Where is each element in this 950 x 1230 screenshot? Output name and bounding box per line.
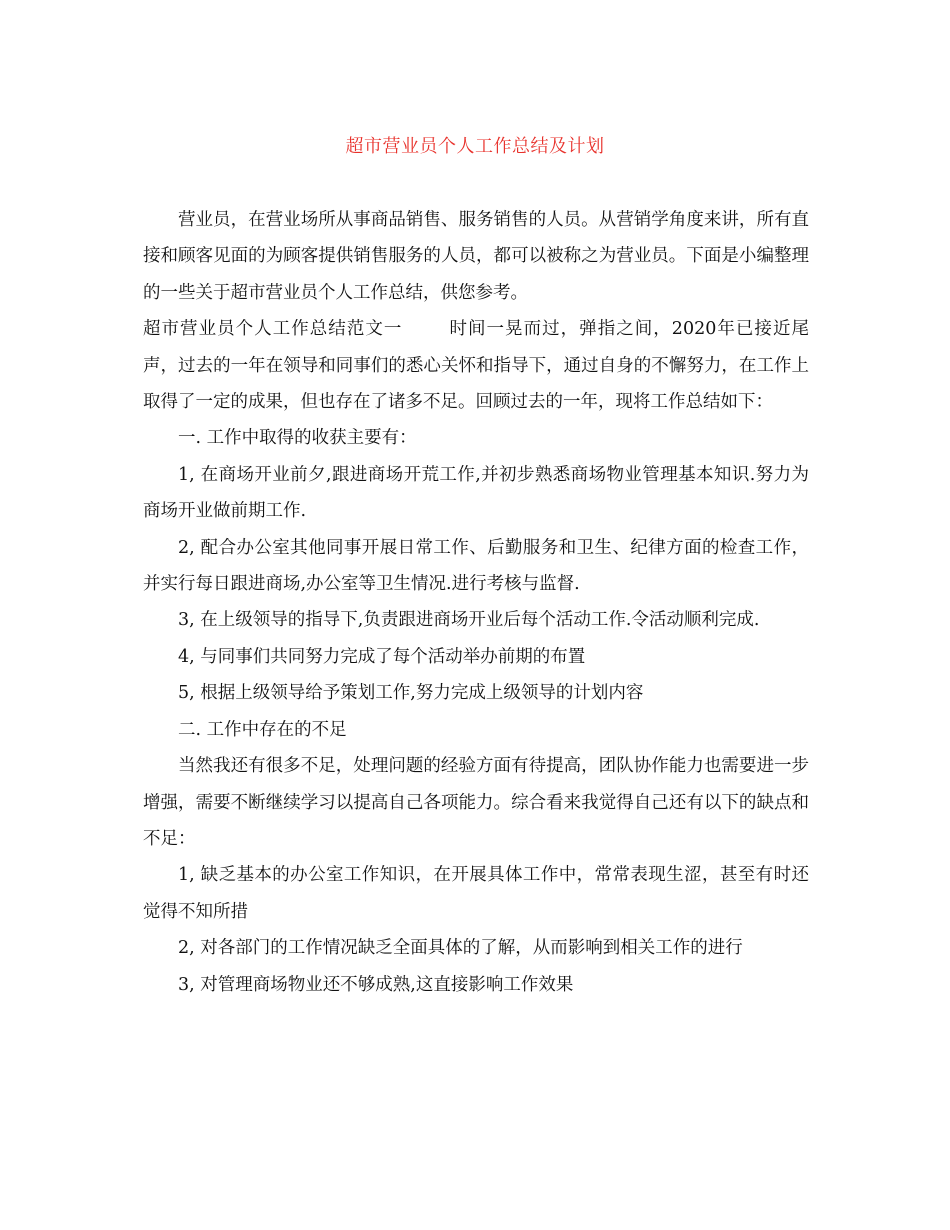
section2-item-1: 1, 缺乏基本的办公室工作知识，在开展具体工作中，常常表现生涩，甚至有时还觉得不知所措 [143, 865, 809, 922]
section2-item-3: 3, 对管理商场物业还不够成熟,这直接影响工作效果 [178, 974, 574, 995]
section1-item-5: 5, 根据上级领导给予策划工作,努力完成上级领导的计划内容 [178, 683, 644, 704]
document-title: 超市营业员个人工作总结及计划 [345, 136, 605, 157]
section1-item-1: 1, 在商场开业前夕,跟进商场开荒工作,并初步熟悉商场物业管理基本知识.努力为商场开业做前期工作. [143, 464, 809, 522]
sample-paragraph [143, 311, 809, 420]
section1-item-2: 2, 配合办公室其他同事开展日常工作、后勤服务和卫生、纪律方面的检查工作，并实行每日跟进商场,办公室等卫生情况.进行考核与监督. [143, 537, 809, 595]
section1-item-3: 3, 在上级领导的指导下,负责跟进商场开业后每个活动工作.令活动顺利完成. [178, 610, 760, 631]
document-body [143, 202, 809, 1003]
intro-paragraph: 营业员，在营业场所从事商品销售、服务销售的人员。从营销学角度来讲，所有直接和顾客见面的为顾客提供销售服务的人员，都可以被称之为营业员。下面是小编整理的一些关于超市营业员个人工作总结，供您参考。 [143, 210, 809, 303]
sample-label: 超市营业员个人工作总结范文一 [143, 319, 403, 340]
section2-heading: 二. 工作中存在的不足 [178, 719, 347, 740]
section2-intro: 当然我还有很多不足，处理问题的经验方面有待提高，团队协作能力也需要进一步增强，需要不断继续学习以提高自己各项能力。综合看来我觉得自己还有以下的缺点和不足： [143, 756, 809, 849]
section1-item-4: 4, 与同事们共同努力完成了每个活动举办前期的布置 [178, 646, 586, 667]
sample-text: 时间一晃而过，弹指之间，2020年已接近尾声，过去的一年在领导和同事们的悉心关怀和指导下，通过自身的不懈努力，在工作上取得了一定的成果，但也存在了诸多不足。回顾过去的一年，现将工作总结如下： [143, 319, 809, 413]
section1-heading: 一. 工作中取得的收获主要有： [178, 428, 417, 449]
section2-item-2: 2, 对各部门的工作情况缺乏全面具体的了解，从而影响到相关工作的进行 [178, 938, 743, 959]
